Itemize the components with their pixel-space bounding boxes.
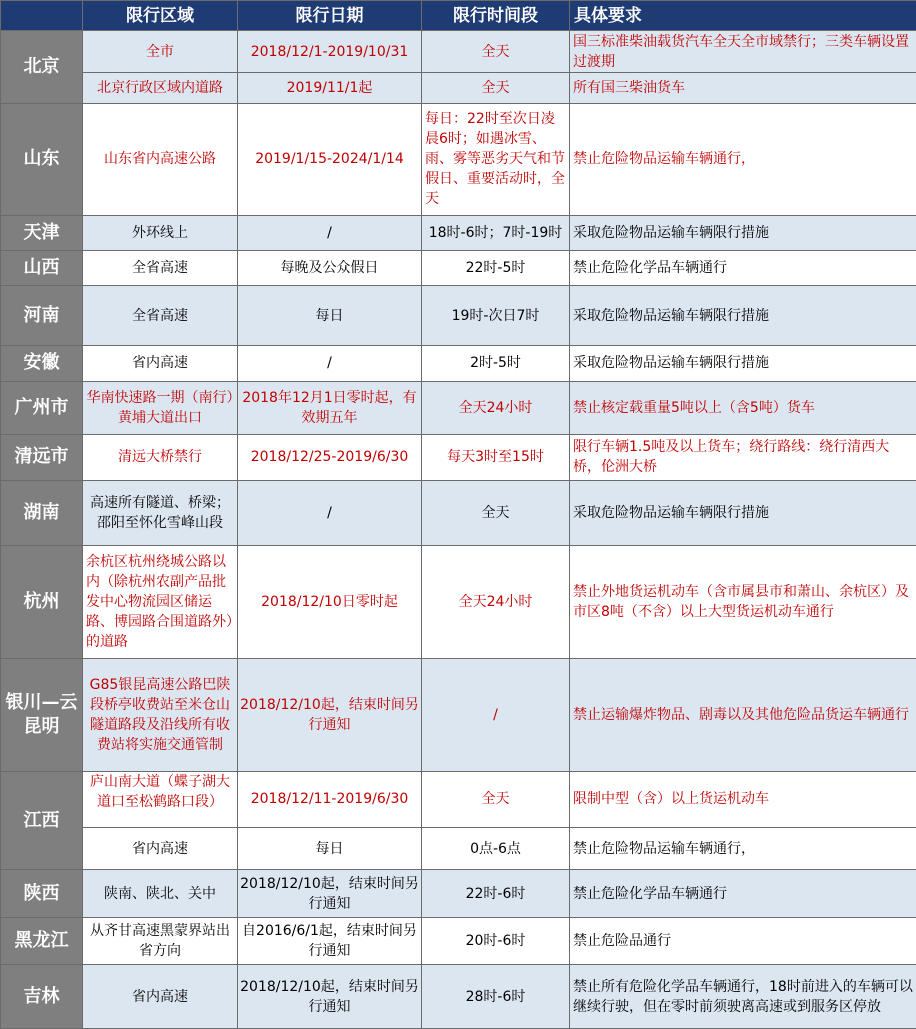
area-cell: 陕南、陕北、关中 — [83, 870, 238, 917]
area-cell: 全市 — [83, 31, 238, 73]
time-cell: 2时-5时 — [422, 345, 570, 381]
table-row — [1, 382, 916, 434]
requirement-cell: 禁止危险物品运输车辆通行， — [570, 828, 916, 870]
date-cell: 自2016/6/1起，结束时间另行通知 — [238, 917, 422, 964]
time-cell: 22时-5时 — [422, 250, 570, 285]
area-cell: 高速所有隧道、桥梁；邵阳至怀化雪峰山段 — [83, 480, 238, 545]
area-cell: 全省高速 — [83, 250, 238, 285]
region-cell: 黑龙江 — [1, 917, 83, 964]
region-cell: 湖南 — [1, 480, 83, 545]
table-row — [1, 250, 916, 285]
area-cell: 外环线上 — [83, 215, 238, 250]
time-cell: 20时-6时 — [422, 917, 570, 964]
time-cell: 全天 — [422, 31, 570, 73]
requirement-cell: 禁止外地货运机动车（含市属县市和萧山、余杭区）及市区8吨（不含）以上大型货运机动车通行 — [570, 545, 916, 658]
requirement-cell: 采取危险物品运输车辆限行措施 — [570, 480, 916, 545]
time-cell: 全天 — [422, 480, 570, 545]
time-cell: 全天 — [422, 771, 570, 828]
header-area: 限行区域 — [83, 1, 238, 31]
date-cell: 2019/11/1起 — [238, 73, 422, 103]
table-row — [1, 215, 916, 250]
date-cell: 2018/12/10起，结束时间另行通知 — [238, 965, 422, 1029]
table-row — [1, 103, 916, 215]
requirement-cell: 采取危险物品运输车辆限行措施 — [570, 286, 916, 346]
region-cell: 河南 — [1, 286, 83, 346]
time-cell: 全天 — [422, 73, 570, 103]
table-row — [1, 828, 916, 870]
date-cell: 2018年12月1日零时起，有效期五年 — [238, 382, 422, 434]
area-cell: 华南快速路一期（南行）黄埔大道出口 — [83, 382, 238, 434]
table-row — [1, 345, 916, 381]
date-cell: / — [238, 480, 422, 545]
table-row — [1, 286, 916, 346]
date-cell: 2018/12/25-2019/6/30 — [238, 434, 422, 480]
area-cell: 省内高速 — [83, 965, 238, 1029]
requirement-cell: 禁止危险品通行 — [570, 917, 916, 964]
date-cell: 2018/12/1-2019/10/31 — [238, 31, 422, 73]
requirement-cell: 禁止危险物品运输车辆通行， — [570, 103, 916, 215]
requirement-cell: 禁止核定载重量5吨以上（含5吨）货车 — [570, 382, 916, 434]
area-cell: 山东省内高速公路 — [83, 103, 238, 215]
requirement-cell: 限制中型（含）以上货运机动车 — [570, 771, 916, 828]
region-cell: 清远市 — [1, 434, 83, 480]
requirement-cell: 采取危险物品运输车辆限行措施 — [570, 345, 916, 381]
table-row — [1, 965, 916, 1029]
requirement-cell: 禁止危险化学品车辆通行 — [570, 870, 916, 917]
requirement-cell: 采取危险物品运输车辆限行措施 — [570, 215, 916, 250]
table-row — [1, 917, 916, 964]
requirement-cell: 禁止运输爆炸物品、剧毒以及其他危险品货运车辆通行 — [570, 658, 916, 771]
date-cell: 2018/12/11-2019/6/30 — [238, 771, 422, 828]
time-cell: 每日：22时至次日凌晨6时；如遇冰雪、雨、雾等恶劣天气和节假日、重要活动时，全天 — [422, 103, 570, 215]
area-cell: 庐山南大道（蝶子湖大道口至松鹤路口段） — [83, 771, 238, 828]
area-cell: 全省高速 — [83, 286, 238, 346]
date-cell: 每日 — [238, 828, 422, 870]
header-region — [1, 1, 83, 31]
region-cell: 吉林 — [1, 965, 83, 1029]
region-cell: 北京 — [1, 31, 83, 104]
date-cell: 每晚及公众假日 — [238, 250, 422, 285]
requirement-cell: 禁止所有危险化学品车辆通行，18时前进入的车辆可以继续行驶，但在零时前须驶离高速或到服务区停放 — [570, 965, 916, 1029]
table-row — [1, 31, 916, 73]
region-cell: 银川—云昆明 — [1, 658, 83, 771]
region-cell: 安徽 — [1, 345, 83, 381]
time-cell: 19时-次日7时 — [422, 286, 570, 346]
table-row — [1, 73, 916, 103]
time-cell: 28时-6时 — [422, 965, 570, 1029]
requirement-cell: 国三标准柴油载货汽车全天全市域禁行；三类车辆设置过渡期 — [570, 31, 916, 73]
region-cell: 陕西 — [1, 870, 83, 917]
time-cell: 全天24小时 — [422, 545, 570, 658]
region-cell: 山西 — [1, 250, 83, 285]
time-cell: 22时-6时 — [422, 870, 570, 917]
header-time: 限行时间段 — [422, 1, 570, 31]
table-row — [1, 545, 916, 658]
date-cell: 每日 — [238, 286, 422, 346]
header-requirement: 具体要求 — [570, 1, 916, 31]
region-cell: 山东 — [1, 103, 83, 215]
time-cell: / — [422, 658, 570, 771]
requirement-cell: 所有国三柴油货车 — [570, 73, 916, 103]
table-row — [1, 771, 916, 828]
area-cell: 省内高速 — [83, 828, 238, 870]
header-row — [1, 1, 916, 31]
area-cell: 余杭区杭州绕城公路以内（除杭州农副产品批发中心物流园区储运路、博园路合围道路外）的道路 — [83, 545, 238, 658]
date-cell: / — [238, 215, 422, 250]
requirement-cell: 禁止危险化学品车辆通行 — [570, 250, 916, 285]
region-cell: 江西 — [1, 771, 83, 870]
time-cell: 0点-6点 — [422, 828, 570, 870]
area-cell: G85银昆高速公路巴陕段桥亭收费站至米仓山隧道路段及沿线所有收费站将实施交通管制 — [83, 658, 238, 771]
area-cell: 从齐甘高速黑蒙界站出省方向 — [83, 917, 238, 964]
date-cell: 2018/12/10日零时起 — [238, 545, 422, 658]
time-cell: 全天24小时 — [422, 382, 570, 434]
header-date: 限行日期 — [238, 1, 422, 31]
area-cell: 清远大桥禁行 — [83, 434, 238, 480]
area-cell: 省内高速 — [83, 345, 238, 381]
region-cell: 杭州 — [1, 545, 83, 658]
table-row — [1, 870, 916, 917]
date-cell: 2018/12/10起，结束时间另行通知 — [238, 658, 422, 771]
time-cell: 18时-6时；7时-19时 — [422, 215, 570, 250]
region-cell: 广州市 — [1, 382, 83, 434]
table-row — [1, 434, 916, 480]
table-row — [1, 658, 916, 771]
region-cell: 天津 — [1, 215, 83, 250]
date-cell: 2019/1/15-2024/1/14 — [238, 103, 422, 215]
date-cell: / — [238, 345, 422, 381]
table-row — [1, 480, 916, 545]
area-cell: 北京行政区域内道路 — [83, 73, 238, 103]
time-cell: 每天3时至15时 — [422, 434, 570, 480]
requirement-cell: 限行车辆1.5吨及以上货车；绕行路线：绕行清西大桥，伦洲大桥 — [570, 434, 916, 480]
date-cell: 2018/12/10起，结束时间另行通知 — [238, 870, 422, 917]
